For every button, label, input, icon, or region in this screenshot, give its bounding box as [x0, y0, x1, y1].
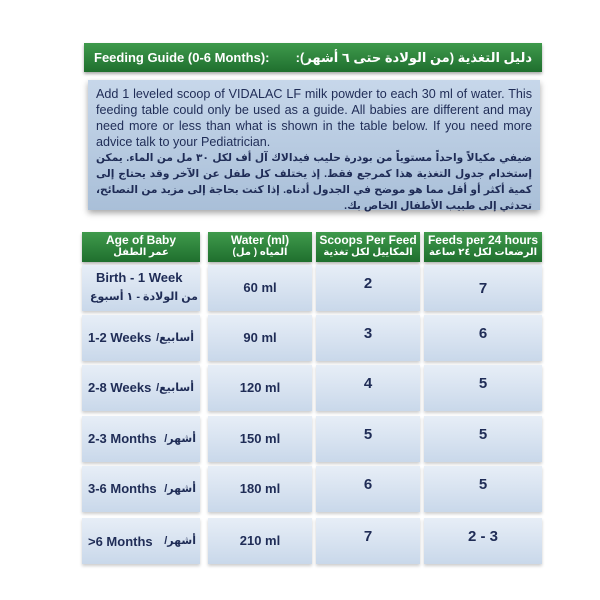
table-cell-water	[208, 466, 312, 512]
feeds-value: 7	[478, 280, 488, 297]
instructions-text-en: Add 1 leveled scoop of VIDALAC LF milk powder to each 30 ml of water. This feeding table could only be used as a guide. All babies are different and may need more or less than what is shown in the table below. If you need more advice talk to your Pediatrician.	[96, 87, 532, 149]
scoops-value: 4	[363, 375, 373, 392]
age-label-en: 2-8 Weeks	[88, 380, 152, 395]
table-cell-water	[208, 365, 312, 411]
table-cell-water	[208, 416, 312, 462]
scoops-value: 3	[363, 325, 373, 342]
feeding-guide-header	[84, 43, 542, 72]
age-label-ar: أشهر/	[164, 433, 196, 445]
table-row-age	[82, 315, 200, 361]
feeds-value: 5	[478, 426, 488, 443]
water-value: 90 ml	[243, 330, 277, 345]
table-cell-scoops	[316, 518, 420, 564]
table-cell-feeds	[424, 365, 542, 411]
table-row-age	[82, 518, 200, 564]
table-row-age	[82, 265, 200, 311]
age-label-en: >6 Months	[88, 534, 153, 549]
table-cell-scoops	[316, 265, 420, 311]
column-header-feeds-ar: الرضعات لكل ٢٤ ساعة	[428, 247, 538, 258]
header-title-ar: دليل التغذية (من الولادة حتى ٦ أشهر):	[295, 50, 532, 65]
table-cell-scoops	[316, 365, 420, 411]
table-cell-scoops	[316, 315, 420, 361]
feeds-value: 5	[478, 476, 488, 493]
scoops-value: 6	[363, 476, 373, 493]
scoops-value: 2	[363, 275, 373, 292]
column-header-age	[82, 232, 200, 262]
age-label-ar: أسابيع/	[156, 382, 194, 394]
table-cell-feeds	[424, 265, 542, 311]
column-header-scoops-ar: المكاييل لكل تغذية	[323, 247, 413, 258]
column-header-scoops-en: Scoops Per Feed	[319, 233, 417, 247]
age-label-ar: أشهر/	[164, 483, 196, 495]
instructions-box	[88, 80, 540, 210]
water-value: 150 ml	[239, 431, 281, 446]
table-row-age	[82, 365, 200, 411]
age-label-ar: أسابيع/	[156, 332, 194, 344]
age-label-ar: من الولادة - ١ أسبوع	[90, 291, 198, 303]
scoops-value: 7	[363, 528, 373, 545]
table-cell-feeds	[424, 416, 542, 462]
column-header-scoops	[316, 232, 420, 262]
age-label-en: 3-6 Months	[88, 481, 157, 496]
table-cell-feeds	[424, 315, 542, 361]
feeds-value: 6	[478, 325, 488, 342]
water-value: 60 ml	[243, 280, 277, 295]
age-label-en: Birth - 1 Week	[96, 270, 183, 285]
column-header-water-en: Water (ml)	[230, 233, 290, 247]
table-cell-scoops	[316, 416, 420, 462]
table-row-age	[82, 416, 200, 462]
column-header-age-en: Age of Baby	[105, 233, 176, 247]
table-cell-feeds	[424, 466, 542, 512]
age-label-en: 1-2 Weeks	[88, 330, 152, 345]
instructions-text-ar: ضيفي مكيالاً واحداً مستوياً من بودرة حليب فيدالاك آل أف لكل ٣٠ مل من الماء. يمكن إستخدام جدول التغذية هذا كمرجع فقط. إذ يختلف كل طفل عن الآخر وقد يحتاج إلى كمية أكثر أو أقل مما هو موضح في الجدول أدناه. إذا كنت بحاجة إلى مزيد من النصائح، تحدثي إلى طبيب الأطفال الخاص بك.	[96, 152, 532, 212]
table-cell-water	[208, 315, 312, 361]
scoops-value: 5	[363, 426, 373, 443]
feeds-value: 5	[478, 375, 488, 392]
header-title-en: Feeding Guide (0-6 Months):	[94, 50, 270, 65]
water-value: 120 ml	[239, 380, 281, 395]
table-row-age	[82, 466, 200, 512]
age-label-en: 2-3 Months	[88, 431, 157, 446]
feeds-value: 2 - 3	[467, 528, 498, 545]
table-cell-scoops	[316, 466, 420, 512]
table-cell-feeds	[424, 518, 542, 564]
table-cell-water	[208, 265, 312, 311]
column-header-water-ar: المياه ( مل)	[232, 247, 288, 258]
column-header-feeds-en: Feeds per 24 hours	[427, 233, 539, 247]
water-value: 180 ml	[239, 481, 281, 496]
column-header-feeds	[424, 232, 542, 262]
column-header-age-ar: عمر الطفل	[113, 247, 169, 258]
column-header-water	[208, 232, 312, 262]
water-value: 210 ml	[239, 533, 281, 548]
age-label-ar: أشهر/	[164, 535, 196, 547]
table-cell-water	[208, 518, 312, 564]
